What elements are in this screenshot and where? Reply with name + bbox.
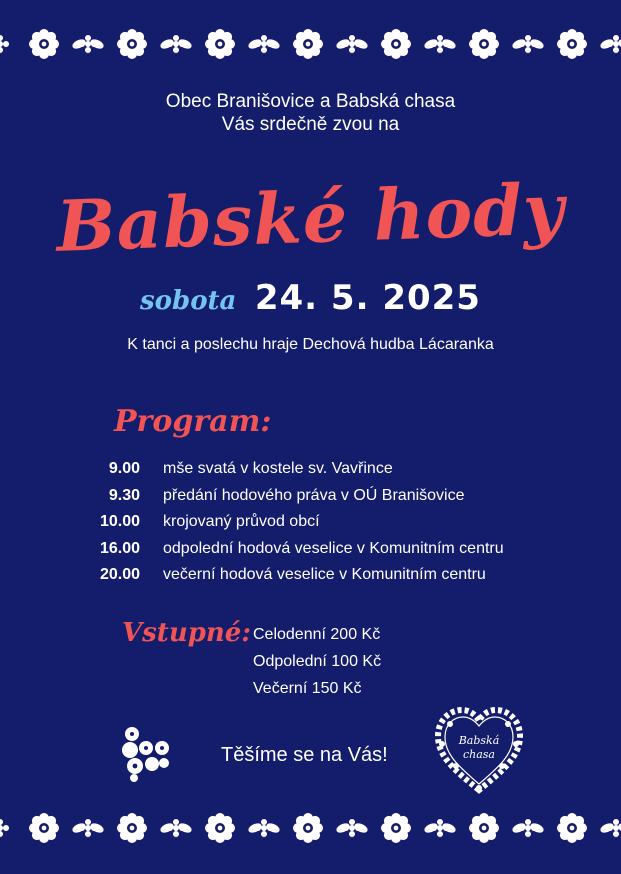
program-time: 9.00: [108, 460, 140, 478]
program-item: [80, 536, 504, 563]
event-day: sobota: [140, 286, 237, 316]
admission-heading: Vstupné:: [122, 618, 251, 648]
program-time: 9.30: [108, 486, 140, 504]
folk-border-bottom: [0, 808, 621, 848]
logo-line-1: Babská: [458, 734, 500, 747]
music-info: K tanci a poslechu hraje Dechová hudba Lácaranka: [127, 336, 494, 353]
event-date: 24. 5. 2025: [254, 278, 481, 318]
grapes-icon: [120, 726, 174, 782]
logo-line-2: chasa: [462, 748, 495, 761]
program-time: 16.00: [99, 539, 140, 557]
program-description: krojovaný průvod obcí: [163, 513, 320, 531]
program-description: mše svatá v kostele sv. Vavřince: [163, 460, 393, 478]
program-time: 10.00: [99, 513, 140, 531]
admission-price: Odpolední 100 Kč: [253, 653, 382, 670]
program-description: předání hodového práva v OÚ Branišovice: [163, 486, 465, 504]
event-title: Babské hody: [54, 167, 567, 268]
program-item: [80, 509, 504, 536]
admission-prices: [253, 626, 381, 707]
program-description: večerní hodová veselice v Komunitním centru: [163, 566, 486, 584]
program-item: [80, 456, 504, 483]
program-heading: Program:: [114, 404, 272, 439]
program-description: odpolední hodová veselice v Komunitním centru: [163, 539, 504, 557]
invitation-line-2: Vás srdečně zvou na: [221, 114, 400, 135]
date-line: [0, 278, 621, 318]
program-time: 20.00: [99, 566, 140, 584]
program-list: [80, 456, 504, 589]
invitation-line-1: Obec Branišovice a Babská chasa: [165, 91, 456, 112]
program-item: [80, 562, 504, 589]
program-item: [80, 483, 504, 510]
admission-price: Celodenní 200 Kč: [253, 626, 381, 643]
folk-border-top: [0, 24, 621, 64]
admission-price: Večerní 150 Kč: [253, 680, 362, 697]
invitation: [0, 90, 621, 136]
closing-message: Těšíme se na Vás!: [221, 744, 388, 766]
